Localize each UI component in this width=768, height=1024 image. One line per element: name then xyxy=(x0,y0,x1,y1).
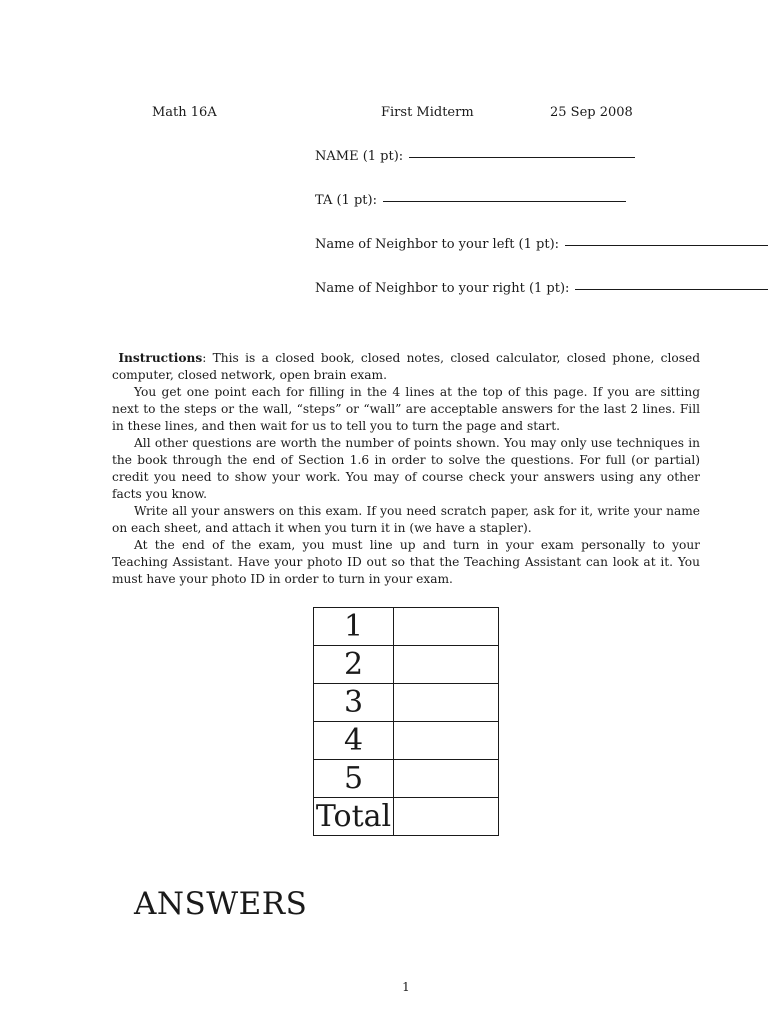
right-neighbor-line[interactable] xyxy=(575,288,768,290)
instructions-p1: : This is a closed book, closed notes, closed calculator, closed phone, closed computer, closed network, open brain exam. xyxy=(112,351,701,382)
left-neighbor-field xyxy=(315,237,768,252)
instructions-intro xyxy=(112,350,700,384)
score-cell[interactable] xyxy=(394,760,499,798)
left-neighbor-label: Name of Neighbor to your left (1 pt): xyxy=(315,237,560,252)
exam-date: 25 Sep 2008 xyxy=(550,105,633,120)
instructions-lead: Instructions xyxy=(118,351,203,365)
course-title: Math 16A xyxy=(152,105,217,120)
score-table xyxy=(313,607,499,836)
score-cell[interactable] xyxy=(394,684,499,722)
total-score-cell[interactable] xyxy=(394,798,499,836)
name-field xyxy=(315,149,635,164)
question-label: 4 xyxy=(314,722,394,760)
total-label: Total xyxy=(314,798,394,836)
score-cell[interactable] xyxy=(394,722,499,760)
instructions-p4: Write all your answers on this exam. If you need scratch paper, ask for it, write your name on each sheet, and attach it when you turn it in (we have a stapler). xyxy=(112,504,700,535)
instructions-p5: At the end of the exam, you must line up and turn in your exam personally to your Teaching Assistant. Have your photo ID out so that the Teaching Assistant can look at it. You must have your photo ID in order to turn in your exam. xyxy=(112,538,700,586)
question-label: 2 xyxy=(314,646,394,684)
question-label: 3 xyxy=(314,684,394,722)
ta-field-line[interactable] xyxy=(383,200,626,202)
score-cell[interactable] xyxy=(394,608,499,646)
instructions-p2: You get one point each for filling in the 4 lines at the top of this page. If you are sitting next to the steps or the wall, “steps” or “wall” are acceptable answers for the last 2 lines. Fill in these lines, and then wait for us to tell you to turn the page and start. xyxy=(112,385,700,433)
table-row xyxy=(314,760,499,798)
table-row xyxy=(314,646,499,684)
left-neighbor-line[interactable] xyxy=(565,244,768,246)
name-field-label: NAME (1 pt): xyxy=(315,149,404,164)
exam-title: First Midterm xyxy=(381,105,474,120)
instructions-block xyxy=(112,350,700,588)
question-label: 5 xyxy=(314,760,394,798)
page-number: 1 xyxy=(402,980,410,994)
ta-field xyxy=(315,193,626,208)
table-row xyxy=(314,722,499,760)
name-field-line[interactable] xyxy=(409,156,635,158)
table-row xyxy=(314,798,499,836)
table-row xyxy=(314,684,499,722)
right-neighbor-label: Name of Neighbor to your right (1 pt): xyxy=(315,281,570,296)
ta-field-label: TA (1 pt): xyxy=(315,193,377,208)
score-cell[interactable] xyxy=(394,646,499,684)
question-label: 1 xyxy=(314,608,394,646)
right-neighbor-field xyxy=(315,281,768,296)
table-row xyxy=(314,608,499,646)
answers-heading: ANSWERS xyxy=(134,886,308,922)
instructions-p3: All other questions are worth the number of points shown. You may only use techniques in the book through the end of Section 1.6 in order to solve the questions. For full (or partial) credit you need to show your work. You may of course check your answers using any other facts you know. xyxy=(112,436,700,501)
